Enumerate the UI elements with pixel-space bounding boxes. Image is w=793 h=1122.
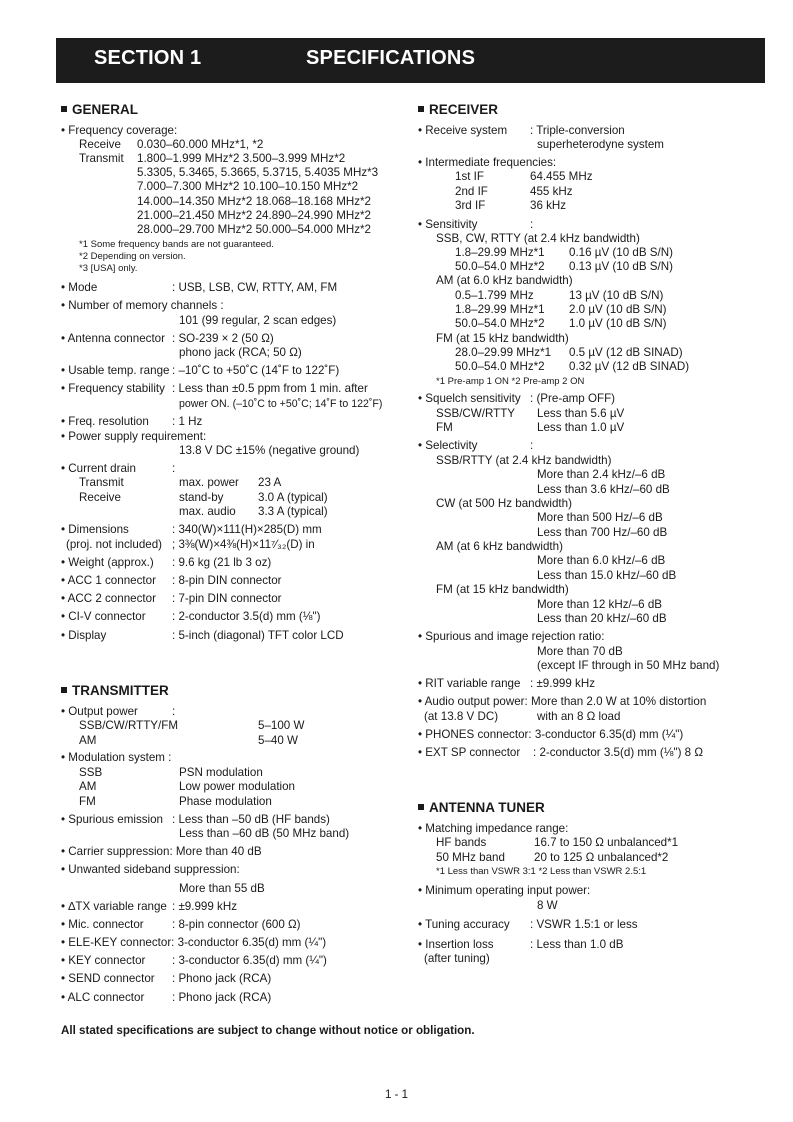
spec-line: 0.16 µV (10 dB S/N)	[569, 246, 673, 259]
spec-line: SSB/CW/RTTY	[436, 407, 516, 420]
spec-line: • Spurious emission	[61, 813, 164, 826]
spec-line: More than 70 dB	[537, 645, 623, 658]
spec-line: • Freq. resolution	[61, 415, 149, 428]
spec-line: AM (at 6.0 kHz bandwidth)	[436, 274, 573, 287]
spec-line: 13.8 V DC ±15% (negative ground)	[179, 444, 360, 457]
spec-line: Receive	[79, 491, 121, 504]
spec-line: : Less than –50 dB (HF bands)	[172, 813, 330, 826]
spec-line: FM	[79, 795, 96, 808]
spec-line: SSB/CW/RTTY/FM	[79, 719, 178, 732]
spec-line: • Power supply requirement:	[61, 430, 207, 443]
spec-line: • ACC 2 connector	[61, 592, 156, 605]
spec-line: SSB/RTTY (at 2.4 kHz bandwidth)	[436, 454, 612, 467]
spec-line: • PHONES connector: 3-conductor 6.35(d) mm (¼")	[418, 728, 684, 741]
spec-line: • Output power	[61, 705, 138, 718]
spec-line: • Carrier suppression: More than 40 dB	[61, 845, 262, 858]
bullet-square-icon	[418, 804, 424, 810]
spec-line: • Antenna connector	[61, 332, 165, 345]
spec-line: :	[172, 705, 176, 718]
antenna-tuner-heading: ANTENNA TUNER	[418, 800, 545, 815]
spec-line: : Phono jack (RCA)	[172, 991, 272, 1004]
spec-line: max. audio	[179, 505, 236, 518]
spec-line: • Tuning accuracy	[418, 918, 510, 931]
spec-line: 64.455 MHz	[530, 170, 593, 183]
spec-line: 23 A	[258, 476, 282, 489]
spec-line: • Receive system	[418, 124, 508, 137]
spec-line: 0.5 µV (12 dB SINAD)	[569, 346, 683, 359]
spec-line: 2nd IF	[455, 185, 488, 198]
receiver-heading: RECEIVER	[418, 102, 498, 117]
spec-line: AM (at 6 kHz bandwidth)	[436, 540, 563, 553]
spec-line: : 2-conductor 3.5(d) mm (⅛")	[172, 610, 321, 623]
spec-line: 50.0–54.0 MHz*2	[455, 317, 545, 330]
spec-line: 16.7 to 150 Ω unbalanced*1	[534, 836, 679, 849]
bullet-square-icon	[61, 106, 67, 112]
spec-line: : ±9.999 kHz	[530, 677, 596, 690]
spec-line: with an 8 Ω load	[537, 710, 621, 723]
section-title: SPECIFICATIONS	[306, 47, 476, 69]
spec-line: 0.030–60.000 MHz*1, *2	[137, 138, 264, 151]
spec-line: 0.5–1.799 MHz	[455, 289, 534, 302]
spec-line: 1.0 µV (10 dB S/N)	[569, 317, 667, 330]
spec-line: Less than 20 kHz/–60 dB	[537, 612, 667, 625]
spec-line: Less than –60 dB (50 MHz band)	[179, 827, 350, 840]
spec-line: • ∆TX variable range	[61, 900, 167, 913]
spec-line: Transmit	[79, 152, 124, 165]
spec-line: : 7-pin DIN connector	[172, 592, 282, 605]
spec-line: More than 12 kHz/–6 dB	[537, 598, 663, 611]
spec-line: AM	[79, 734, 97, 747]
spec-line: : Phono jack (RCA)	[172, 972, 272, 985]
disclaimer-note: All stated specifications are subject to change without notice or obligation.	[61, 1024, 475, 1037]
spec-line: :	[530, 218, 534, 231]
spec-line: FM (at 15 kHz bandwidth)	[436, 583, 569, 596]
spec-line: (except IF through in 50 MHz band)	[537, 659, 720, 672]
spec-line: • Dimensions	[61, 523, 129, 536]
spec-line: • Sensitivity	[418, 218, 478, 231]
spec-line: PSN modulation	[179, 766, 263, 779]
spec-line: 101 (99 regular, 2 scan edges)	[179, 314, 337, 327]
spec-line: : 8-pin connector (600 Ω)	[172, 918, 301, 931]
spec-line: • Display	[61, 629, 107, 642]
spec-line: Transmit	[79, 476, 124, 489]
spec-line: : SO-239 × 2 (50 Ω)	[172, 332, 274, 345]
spec-line: • CI-V connector	[61, 610, 146, 623]
spec-line: ; 3⅜(W)×4⅜(H)×11⁷⁄₃₂(D) in	[172, 538, 315, 551]
footnote: *3 [USA] only.	[79, 263, 138, 274]
spec-line: 28.0–29.99 MHz*1	[455, 346, 552, 359]
spec-line: : (Pre-amp OFF)	[530, 392, 616, 405]
spec-line: 21.000–21.450 MHz*2 24.890–24.990 MHz*2	[137, 209, 371, 222]
spec-line: • Intermediate frequencies:	[418, 156, 557, 169]
spec-line: SSB, CW, RTTY (at 2.4 kHz bandwidth)	[436, 232, 640, 245]
spec-line: 5.3305, 5.3465, 5.3665, 5.3715, 5.4035 MHz*3	[137, 166, 379, 179]
spec-line: 1.8–29.99 MHz*1	[455, 246, 545, 259]
spec-line: (at 13.8 V DC)	[424, 710, 499, 723]
spec-line: 3.0 A (typical)	[258, 491, 328, 504]
spec-line: : USB, LSB, CW, RTTY, AM, FM	[172, 281, 338, 294]
spec-line: • Mode	[61, 281, 98, 294]
spec-line: FM (at 15 kHz bandwidth)	[436, 332, 569, 345]
spec-line: • Frequency coverage:	[61, 124, 178, 137]
spec-line: stand-by	[179, 491, 224, 504]
spec-line: : –10˚C to +50˚C (14˚F to 122˚F)	[172, 364, 340, 377]
spec-line: • Unwanted sideband suppression:	[61, 863, 240, 876]
spec-line: (after tuning)	[424, 952, 490, 965]
spec-line: 1st IF	[455, 170, 484, 183]
spec-line: superheterodyne system	[537, 138, 664, 151]
spec-line: • Squelch sensitivity	[418, 392, 521, 405]
spec-line: 0.32 µV (12 dB SINAD)	[569, 360, 690, 373]
spec-line: • Weight (approx.)	[61, 556, 154, 569]
spec-line: • Modulation system :	[61, 751, 172, 764]
spec-line: Less than 5.6 µV	[537, 407, 625, 420]
spec-line: • ACC 1 connector	[61, 574, 156, 587]
spec-line: : Less than ±0.5 ppm from 1 min. after	[172, 382, 368, 395]
spec-line: • ELE-KEY connector: 3-conductor 6.35(d) mm (¼")	[61, 936, 327, 949]
spec-line: 20 to 125 Ω unbalanced*2	[534, 851, 669, 864]
spec-line: power ON. (–10˚C to +50˚C; 14˚F to 122˚F)	[179, 398, 383, 410]
spec-line: 28.000–29.700 MHz*2 50.000–54.000 MHz*2	[137, 223, 371, 236]
footnote: *1 Less than VSWR 3:1 *2 Less than VSWR 2.5:1	[436, 866, 647, 877]
spec-line: 3.3 A (typical)	[258, 505, 328, 518]
spec-line: Less than 1.0 µV	[537, 421, 625, 434]
spec-line: AM	[79, 780, 97, 793]
spec-line: :	[172, 462, 176, 475]
spec-line: • Number of memory channels :	[61, 299, 224, 312]
spec-line: • Matching impedance range:	[418, 822, 569, 835]
spec-line: More than 55 dB	[179, 882, 265, 895]
spec-line: More than 2.4 kHz/–6 dB	[537, 468, 666, 481]
spec-line: • Audio output power: More than 2.0 W at 10% distortion	[418, 695, 707, 708]
bullet-square-icon	[61, 687, 67, 693]
spec-line: : 340(W)×111(H)×285(D) mm	[172, 523, 322, 536]
spec-line: • Insertion loss	[418, 938, 494, 951]
spec-line: 50 MHz band	[436, 851, 505, 864]
spec-line: Receive	[79, 138, 121, 151]
spec-line: • Spurious and image rejection ratio:	[418, 630, 605, 643]
spec-line: Low power modulation	[179, 780, 296, 793]
spec-line: : Less than 1.0 dB	[530, 938, 624, 951]
spec-line: : Triple-conversion	[530, 124, 625, 137]
spec-line: 455 kHz	[530, 185, 573, 198]
spec-line: : 8-pin DIN connector	[172, 574, 282, 587]
spec-line: 50.0–54.0 MHz*2	[455, 260, 545, 273]
spec-line: SSB	[79, 766, 103, 779]
spec-line: 2.0 µV (10 dB S/N)	[569, 303, 667, 316]
footnote: *1 Pre-amp 1 ON *2 Pre-amp 2 ON	[436, 376, 585, 387]
spec-line: • Selectivity	[418, 439, 478, 452]
spec-line: FM	[436, 421, 453, 434]
spec-line: 7.000–7.300 MHz*2 10.100–10.150 MHz*2	[137, 180, 359, 193]
spec-line: 13 µV (10 dB S/N)	[569, 289, 664, 302]
spec-line: • KEY connector	[61, 954, 146, 967]
spec-line: : 3-conductor 6.35(d) mm (¼")	[172, 954, 327, 967]
bullet-square-icon	[418, 106, 424, 112]
spec-line: • RIT variable range	[418, 677, 521, 690]
spec-line: max. power	[179, 476, 239, 489]
page-number: 1 - 1	[385, 1089, 409, 1101]
spec-line: • ALC connector	[61, 991, 145, 1004]
spec-line: 50.0–54.0 MHz*2	[455, 360, 545, 373]
spec-line: Less than 700 Hz/–60 dB	[537, 526, 668, 539]
footnote: *1 Some frequency bands are not guaranteed.	[79, 239, 274, 250]
spec-line: 8 W	[537, 899, 558, 912]
spec-line: Less than 15.0 kHz/–60 dB	[537, 569, 677, 582]
spec-line: : VSWR 1.5:1 or less	[530, 918, 638, 931]
spec-line: 14.000–14.350 MHz*2 18.068–18.168 MHz*2	[137, 195, 371, 208]
spec-line: • Frequency stability	[61, 382, 165, 395]
spec-line: CW (at 500 Hz bandwidth)	[436, 497, 572, 510]
spec-line: More than 6.0 kHz/–6 dB	[537, 554, 666, 567]
footnote: *2 Depending on version.	[79, 251, 186, 262]
transmitter-heading: TRANSMITTER	[61, 683, 169, 698]
spec-line: 1.800–1.999 MHz*2 3.500–3.999 MHz*2	[137, 152, 346, 165]
spec-line: 36 kHz	[530, 199, 567, 212]
spec-line: • Current drain	[61, 462, 136, 475]
spec-line: • Mic. connector	[61, 918, 144, 931]
spec-line: 5–100 W	[258, 719, 305, 732]
spec-line: 0.13 µV (10 dB S/N)	[569, 260, 673, 273]
spec-line: : 5-inch (diagonal) TFT color LCD	[172, 629, 344, 642]
spec-line: HF bands	[436, 836, 487, 849]
spec-line: • EXT SP connector	[418, 746, 521, 759]
spec-line: Phase modulation	[179, 795, 272, 808]
spec-line: (proj. not included)	[66, 538, 163, 551]
spec-line: 5–40 W	[258, 734, 298, 747]
general-heading: GENERAL	[61, 102, 138, 117]
section-number: SECTION 1	[94, 47, 202, 69]
spec-line: • SEND connector	[61, 972, 155, 985]
spec-line: : 1 Hz	[172, 415, 203, 428]
spec-line: 1.8–29.99 MHz*1	[455, 303, 545, 316]
spec-line: : 9.6 kg (21 lb 3 oz)	[172, 556, 272, 569]
spec-line: :	[530, 439, 534, 452]
spec-line: : ±9.999 kHz	[172, 900, 238, 913]
spec-line: : 2-conductor 3.5(d) mm (⅛") 8 Ω	[533, 746, 703, 759]
spec-line: 3rd IF	[455, 199, 486, 212]
spec-line: Less than 3.6 kHz/–60 dB	[537, 483, 670, 496]
spec-line: • Minimum operating input power:	[418, 884, 591, 897]
spec-line: • Usable temp. range	[61, 364, 170, 377]
spec-line: More than 500 Hz/–6 dB	[537, 511, 663, 524]
spec-line: phono jack (RCA; 50 Ω)	[179, 346, 302, 359]
section-header	[56, 38, 765, 83]
